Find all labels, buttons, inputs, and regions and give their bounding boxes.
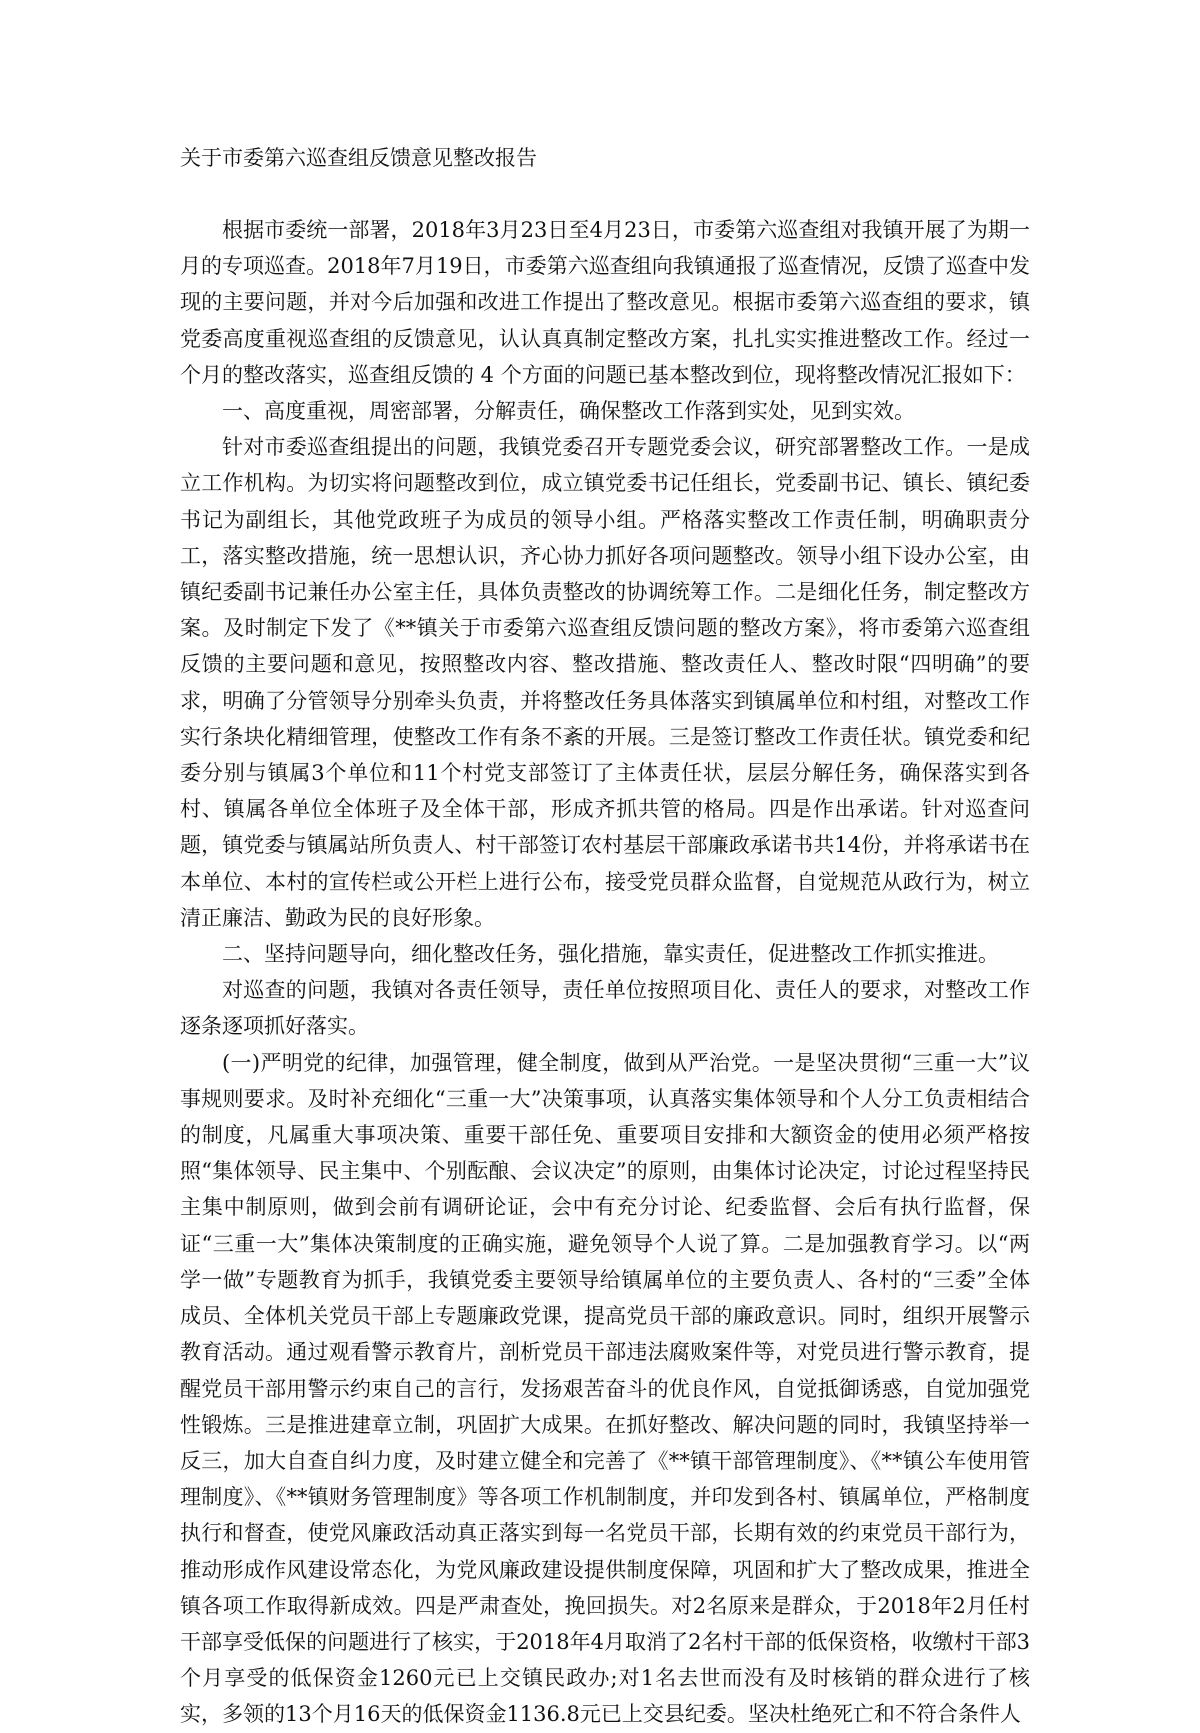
document-page — [180, 140, 1030, 1727]
paragraph-subsection-1: (一)严明党的纪律，加强管理，健全制度，做到从严治党。一是坚决贯彻“三重一大”议事规则要求。及时补充细化“三重一大”决策事项，认真落实集体领导和个人分工负责相结合的制度，凡属重大事项决策、重要干部任免、重要项目安排和大额资金的使用必须严格按照“集体领导、民主集中、个别酝酿、会议决定”的原则，由集体讨论决定，讨论过程坚持民主集中制原则，做到会前有调研论证，会中有充分讨论、纪委监督、会后有执行监督，保证“三重一大”集体决策制度的正确实施，避免领导个人说了算。二是加强教育学习。以“两学一做”专题教育为抓手，我镇党委主要领导给镇属单位的主要负责人、各村的“三委”全体成员、全体机关党员干部上专题廉政党课，提高党员干部的廉政意识。同时，组织开展警示教育活动。通过观看警示教育片，剖析党员干部违法腐败案件等，对党员进行警示教育，提醒党员干部用警示约束自己的言行，发扬艰苦奋斗的优良作风，自觉抵御诱惑，自觉加强党性锻炼。三是推进建章立制，巩固扩大成果。在抓好整改、解决问题的同时，我镇坚持举一反三，加大自查自纠力度，及时建立健全和完善了《**镇干部管理制度》、《**镇公车使用管理制度》、《**镇财务管理制度》等各项工作机制制度，并印发到各村、镇属单位，严格制度执行和督查，使党风廉政活动真正落实到每一名党员干部，长期有效的约束党员干部行为，推动形成作风建设常态化，为党风廉政建设提供制度保障，巩固和扩大了整改成果，推进全镇各项工作取得新成效。四是严肃查处，挽回损失。对2名原来是群众，于2018年2月任村干部享受低保的问题进行了核实，于2018年4月取消了2名村干部的低保资格，收缴村干部3个月享受的低保资金1260元已上交镇民政办;对1名去世而没有及时核销的群众进行了核实，多领的13个月16天的低保资金1136.8元已上交县纪委。坚决杜绝死亡和不符合条件人 — [180, 1050, 1030, 1727]
section-heading-1: 一、高度重视，周密部署，分解责任，确保整改工作落到实处，见到实效。 — [222, 399, 915, 424]
document-title: 关于市委第六巡查组反馈意见整改报告 — [180, 146, 537, 170]
paragraph-intro: 根据市委统一部署，2018年3月23日至4月23日，市委第六巡查组对我镇开展了为期一月的专项巡查。2018年7月19日，市委第六巡查组向我镇通报了巡查情况，反馈了巡查中发现的主要问题，并对今后加强和改进工作提出了整改意见。根据市委第六巡查组的要求，镇党委高度重视巡查组的反馈意见，认认真真制定整改方案，扎扎实实推进整改工作。经过一个月的整改落实，巡查组反馈的 4 个方面的问题已基本整改到位，现将整改情况汇报如下： — [180, 218, 1030, 387]
paragraph-section-1: 针对市委巡查组提出的问题，我镇党委召开专题党委会议，研究部署整改工作。一是成立工作机构。为切实将问题整改到位，成立镇党委书记任组长，党委副书记、镇长、镇纪委书记为副组长，其他党政班子为成员的领导小组。严格落实整改工作责任制，明确职责分工，落实整改措施，统一思想认识，齐心协力抓好各项问题整改。领导小组下设办公室，由镇纪委副书记兼任办公室主任，具体负责整改的协调统筹工作。二是细化任务，制定整改方案。及时制定下发了《**镇关于市委第六巡查组反馈问题的整改方案》，将市委第六巡查组反馈的主要问题和意见，按照整改内容、整改措施、整改责任人、整改时限“四明确”的要求，明确了分管领导分别牵头负责，并将整改任务具体落实到镇属单位和村组，对整改工作实行条块化精细管理，使整改工作有条不紊的开展。三是签订整改工作责任状。镇党委和纪委分别与镇属3个单位和11个村党支部签订了主体责任状，层层分解任务，确保落实到各村、镇属各单位全体班子及全体干部，形成齐抓共管的格局。四是作出承诺。针对巡查问题，镇党委与镇属站所负责人、村干部签订农村基层干部廉政承诺书共14份，并将承诺书在本单位、本村的宣传栏或公开栏上进行公布，接受党员群众监督，自觉规范从政行为，树立清正廉洁、勤政为民的良好形象。 — [180, 435, 1030, 930]
paragraph-section-2-intro: 对巡查的问题，我镇对各责任领导，责任单位按照项目化、责任人的要求，对整改工作逐条逐项抓好落实。 — [180, 978, 1030, 1039]
section-heading-2: 二、坚持问题导向，细化整改任务，强化措施，靠实责任，促进整改工作抓实推进。 — [222, 942, 999, 967]
